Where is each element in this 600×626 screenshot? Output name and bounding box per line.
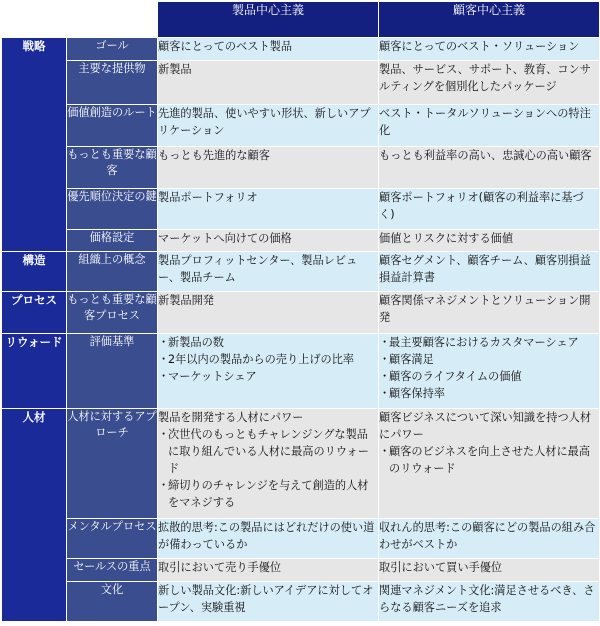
cell-customer [379,559,600,582]
cell-text: 収れん的思考:この顧客にどの製品の組み合わせがベストか [379,521,596,551]
cell-product [158,230,379,252]
cell-product [158,334,379,409]
cell-text: 新製品開発 [158,294,214,307]
table-row [2,582,600,622]
cell-lead-text: 製品を開発する人材にパワー [158,411,304,424]
category-reward: リウォード [2,334,67,409]
row-label: メンタルプロセス [67,519,158,559]
row-label: 価値創造のルート [67,105,158,147]
row-label: 組織上の概念 [67,252,158,292]
cell-text: 取引において売り手優位 [158,561,282,574]
category-people: 人材 [2,409,67,622]
row-label: 評価基準 [67,334,158,409]
table-row [2,105,600,147]
cell-text: 製品プロフィットセンター、製品レビュー、製品チーム [158,254,358,284]
cell-customer [379,334,600,409]
cell-product [158,61,379,105]
table-row [2,559,600,582]
table-row [2,409,600,519]
cell-text: 新製品 [158,63,192,76]
table-row [2,334,600,409]
cell-text: 顧客セグメント、顧客チーム、顧客別損益損益計算書 [379,254,591,284]
cell-text: 顧客関係マネジメントとソリューション開発 [379,294,591,324]
bullet-item: ・ マーケットシェア [158,368,378,385]
header-product-centric: 製品中心主義 [158,2,379,38]
cell-product [158,519,379,559]
bullet-item: ・ 顧客満足 [379,351,599,368]
cell-text: 先進的製品、使いやすい形状、新しいアプリケーション [158,107,371,137]
cell-customer [379,61,600,105]
table-row [2,147,600,189]
bullet-item: ・ 顧客保持率 [379,385,599,402]
table-row [2,61,600,105]
cell-product [158,292,379,334]
cell-product [158,38,379,61]
cell-customer [379,582,600,622]
cell-customer [379,38,600,61]
bullet-item: ・ 2年以内の製品からの売り上げの比率 [158,351,378,368]
cell-text: 拡散的思考:この製品にはどれだけの使い道が備わっているか [158,521,375,551]
table-row [2,189,600,230]
cell-customer [379,189,600,230]
cell-text: 製品ポートフォリオ [158,191,258,204]
cell-text: 顧客にとってのベスト・ソリューション [379,40,580,53]
category-structure: 構造 [2,252,67,292]
row-label: もっとも重要な顧客 [67,147,158,189]
cell-lead-text: 顧客ビジネスについて深い知識を持つ人材にパワー [379,411,592,441]
category-strategy: 戦略 [2,38,67,252]
cell-customer [379,105,600,147]
cell-text: 顧客ポートフォリオ(顧客の利益率に基づく) [379,191,584,221]
cell-customer [379,409,600,519]
cell-product [158,582,379,622]
table-row [2,292,600,334]
row-label: 文化 [67,582,158,622]
bullet-item: ・ 次世代のもっともチャレンジングな製品に取り組んでいる人材に最高のリウォード [158,426,378,477]
cell-customer [379,147,600,189]
cell-customer [379,292,600,334]
table-row [2,38,600,61]
comparison-table [1,1,600,622]
cell-text: ベスト・トータルソリューションへの特注化 [379,107,591,137]
table-row [2,252,600,292]
bullet-item: ・ 最主要顧客におけるカスタマーシェア [379,334,599,351]
cell-product [158,105,379,147]
cell-text: 関連マネジメント文化:満足させるべき、さらなる顧客ニーズを追求 [379,584,595,614]
header-row [2,2,600,38]
bullet-item: ・ 顧客のライフタイムの価値 [379,368,599,385]
cell-text: 製品、サービス、サポート、教育、コンサルティングを個別化したパッケージ [379,63,591,93]
bullet-item: ・ 締切りのチャレンジを与えて創造的人材をマネジする [158,477,378,511]
cell-product [158,252,379,292]
bullet-item: ・ 新製品の数 [158,334,378,351]
category-process: プロセス [2,292,67,334]
cell-text: もっとも利益率の高い、忠誠心の高い顧客 [379,149,592,162]
cell-text: 顧客にとってのベスト製品 [158,40,293,53]
cell-product [158,189,379,230]
cell-customer [379,230,600,252]
cell-product [158,147,379,189]
row-label: もっとも重要な顧客プロセス [67,292,158,334]
cell-text: もっとも先進的な顧客 [158,149,270,162]
header-blank [2,2,158,38]
cell-text: 取引において買い手優位 [379,561,503,574]
cell-text: マーケットへ向けての価格 [158,232,292,245]
row-label: 人材に対するアプローチ [67,409,158,519]
row-label: 優先順位決定の鍵 [67,189,158,230]
table-row [2,230,600,252]
cell-product [158,409,379,519]
header-customer-centric: 顧客中心主義 [379,2,600,38]
row-label: 主要な提供物 [67,61,158,105]
row-label: 価格設定 [67,230,158,252]
row-label: ゴール [67,38,158,61]
row-label: セールスの重点 [67,559,158,582]
bullet-item: ・ 顧客のビジネスを向上させた人材に最高のリウォード [379,443,599,477]
table-row [2,519,600,559]
cell-text: 価値とリスクに対する価値 [379,232,514,245]
cell-product [158,559,379,582]
cell-customer [379,519,600,559]
cell-text: 新しい製品文化:新しいアイデアに対してオープン、実験重視 [158,584,374,614]
cell-customer [379,252,600,292]
